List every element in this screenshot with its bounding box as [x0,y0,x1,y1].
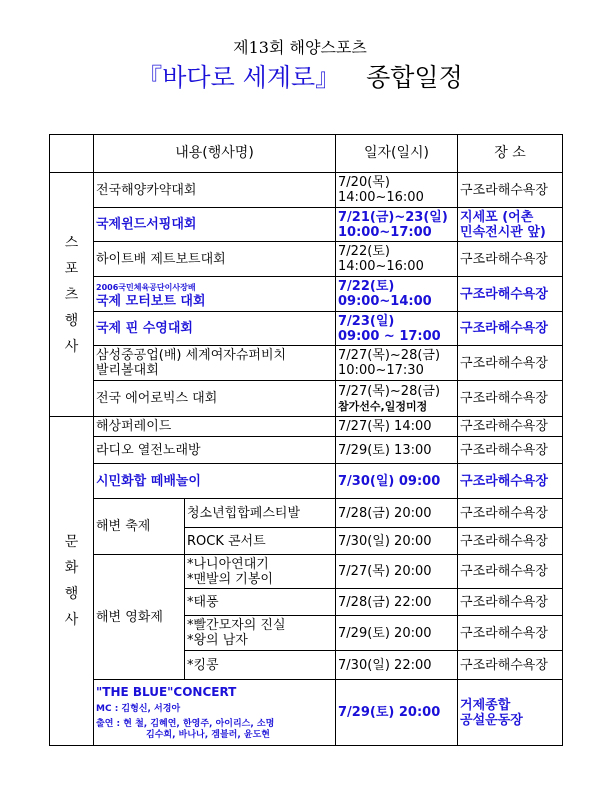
event-place: 구조라해수욕장 [458,464,563,499]
event-place: 구조라해수욕장 [458,616,563,651]
event-name: *킹콩 [185,651,336,680]
event-date: 7/30(일) 20:00 [336,528,458,555]
event-name: 청소년힙합페스티발 [185,499,336,528]
event-name: 하이트배 제트보트대회 [94,242,336,277]
event-name: ROCK 콘서트 [185,528,336,555]
event-place: 구조라해수욕장 [458,555,563,589]
table-row [50,417,563,437]
header-event: 내용(행사명) [94,135,336,173]
event-name: *태풍 [185,589,336,616]
event-name: 전국 에어로빅스 대회 [94,381,336,417]
event-date: 7/21(금)~23(일) 10:00~17:00 [336,208,458,242]
table-row [50,173,563,208]
category-sports: 스 포 츠 행 사 [50,173,94,417]
event-date: 7/27(목)~28(금) 참가선수,일정미정 [336,381,458,417]
event-name: 2006국민체육공단이사장배 국제 모터보트 대회 [94,277,336,312]
document-header [0,0,600,120]
event-date: 7/27(목) 20:00 [336,555,458,589]
event-place: 지세포 (어촌 민속전시관 앞) [458,208,563,242]
event-date: 7/27(목)~28(금) 10:00~17:30 [336,346,458,381]
event-date: 7/28(금) 20:00 [336,499,458,528]
event-name: 해상퍼레이드 [94,417,336,437]
document-title [0,58,600,94]
event-place: 구조라해수욕장 [458,312,563,346]
event-group-beach-film: 해변 영화제 [94,555,185,680]
table-row [50,242,563,277]
event-name: *빨간모자의 진실 *왕의 남자 [185,616,336,651]
event-date: 7/29(토) 20:00 [336,680,458,746]
table-row [50,346,563,381]
title-rest: 종합일정 [366,63,463,92]
title-highlight: 『바다로 세계로』 [137,63,341,92]
event-name: 시민화합 떼배놀이 [94,464,336,499]
event-place: 거제종합 공설운동장 [458,680,563,746]
event-name: 국제윈드서핑대회 [94,208,336,242]
table-row [50,277,563,312]
event-subtitle: 제13회 해양스포츠 [233,38,367,57]
event-place: 구조라해수욕장 [458,528,563,555]
table-row [50,312,563,346]
event-name: 국제 핀 수영대회 [94,312,336,346]
event-date: 7/20(목) 14:00~16:00 [336,173,458,208]
event-name: 삼성중공업(배) 세계여자슈퍼비치 발리볼대회 [94,346,336,381]
event-date: 7/27(목) 14:00 [336,417,458,437]
event-place: 구조라해수욕장 [458,437,563,464]
table-row [50,555,563,589]
event-date: 7/29(토) 20:00 [336,616,458,651]
event-date: 7/29(토) 13:00 [336,437,458,464]
table-header-row [50,135,563,173]
event-name: 라디오 열전노래방 [94,437,336,464]
header-place: 장 소 [458,135,563,173]
event-place: 구조라해수욕장 [458,417,563,437]
event-date: 7/30(일) 09:00 [336,464,458,499]
schedule-table [49,134,563,746]
table-row [50,208,563,242]
event-date: 7/23(일) 09:00 ~ 17:00 [336,312,458,346]
event-place: 구조라해수욕장 [458,277,563,312]
header-date: 일자(일시) [336,135,458,173]
event-place: 구조라해수욕장 [458,381,563,417]
table-row [50,437,563,464]
table-row [50,499,563,528]
event-date: 7/30(일) 22:00 [336,651,458,680]
event-date: 7/28(금) 22:00 [336,589,458,616]
event-place: 구조라해수욕장 [458,499,563,528]
event-name: 전국해양카약대회 [94,173,336,208]
table-row-concert [50,680,563,746]
event-date: 7/22(토) 09:00~14:00 [336,277,458,312]
event-place: 구조라해수욕장 [458,589,563,616]
table-row [50,464,563,499]
table-row [50,381,563,417]
header-category [50,135,94,173]
event-name: "THE BLUE"CONCERT MC : 김형신, 서경아 출연 : 현 철, 김혜연, 한영주, 아이리스, 소명 김수희, 바나나, 겜블러, 윤도현 [94,680,336,746]
event-group-beach-festival: 해변 축제 [94,499,185,555]
event-date: 7/22(토) 14:00~16:00 [336,242,458,277]
event-place: 구조라해수욕장 [458,651,563,680]
event-name: *나니아연대기 *맨발의 기봉이 [185,555,336,589]
category-culture: 문 화 행 사 [50,417,94,746]
event-place: 구조라해수욕장 [458,242,563,277]
event-place: 구조라해수욕장 [458,346,563,381]
event-place: 구조라해수욕장 [458,173,563,208]
